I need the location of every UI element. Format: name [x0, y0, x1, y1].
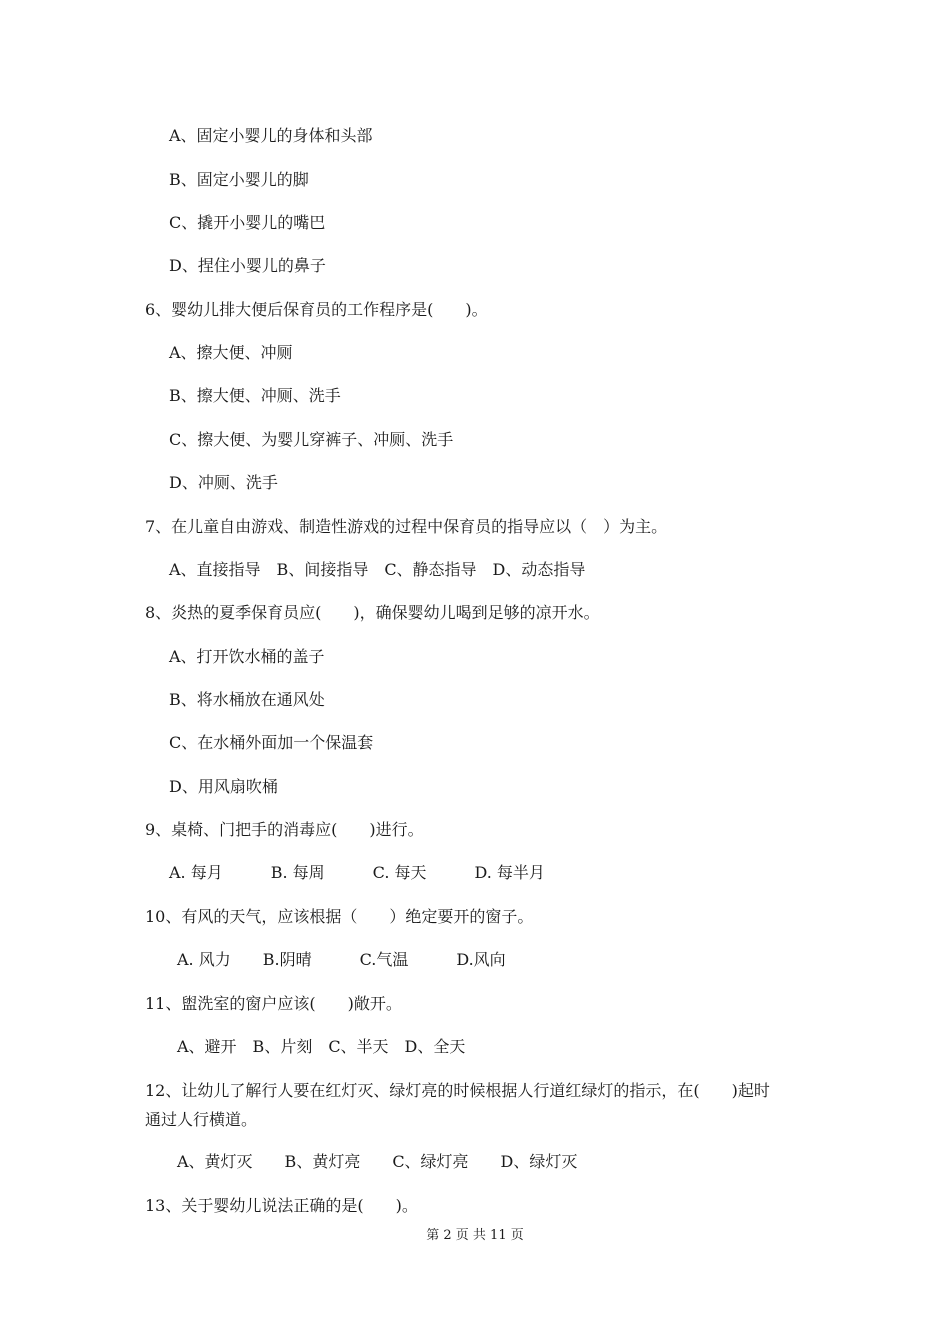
- option-line: A、避开 B、片刻 C、半天 D、全天: [177, 1037, 466, 1056]
- option-line: D、用风扇吹桶: [169, 777, 278, 796]
- option-line: C、擦大便、为婴儿穿裤子、冲厕、洗手: [169, 430, 454, 449]
- option-line: D、捏住小婴儿的鼻子: [169, 256, 326, 275]
- option-line: A、黄灯灭 B、黄灯亮 C、绿灯亮 D、绿灯灭: [177, 1152, 578, 1171]
- option-line: A、擦大便、冲厕: [169, 343, 293, 362]
- question-line: 7、在儿童自由游戏、制造性游戏的过程中保育员的指导应以（ ）为主。: [145, 517, 668, 536]
- option-line: A、固定小婴儿的身体和头部: [169, 126, 373, 145]
- option-line: D、冲厕、洗手: [169, 473, 278, 492]
- question-line: 9、桌椅、门把手的消毒应( )进行。: [145, 820, 424, 839]
- question-line: 11、盥洗室的窗户应该( )敞开。: [145, 994, 402, 1013]
- question-line-continued: 通过人行横道。: [145, 1110, 258, 1129]
- option-line: B、擦大便、冲厕、洗手: [169, 386, 341, 405]
- option-line: C、撬开小婴儿的嘴巴: [169, 213, 326, 232]
- option-line: B、固定小婴儿的脚: [169, 170, 309, 189]
- question-line: 12、让幼儿了解行人要在红灯灭、绿灯亮的时候根据人行道红绿灯的指示，在( )起时: [145, 1081, 770, 1100]
- page-number-footer: 第 2 页 共 11 页: [426, 1228, 524, 1243]
- question-line: 6、婴幼儿排大便后保育员的工作程序是( )。: [145, 300, 488, 319]
- option-line: A、打开饮水桶的盖子: [169, 647, 325, 666]
- option-line: A. 风力 B.阴晴 C.气温 D.风向: [177, 950, 506, 969]
- option-line: A. 每月 B. 每周 C. 每天 D. 每半月: [169, 863, 545, 882]
- question-line: 13、关于婴幼儿说法正确的是( )。: [145, 1196, 418, 1215]
- question-line: 8、炎热的夏季保育员应( )，确保婴幼儿喝到足够的凉开水。: [145, 603, 600, 622]
- option-line: A、直接指导 B、间接指导 C、静态指导 D、动态指导: [169, 560, 586, 579]
- question-line: 10、有风的天气，应该根据（ ）绝定要开的窗子。: [145, 907, 534, 926]
- option-line: B、将水桶放在通风处: [169, 690, 325, 709]
- option-line: C、在水桶外面加一个保温套: [169, 733, 374, 752]
